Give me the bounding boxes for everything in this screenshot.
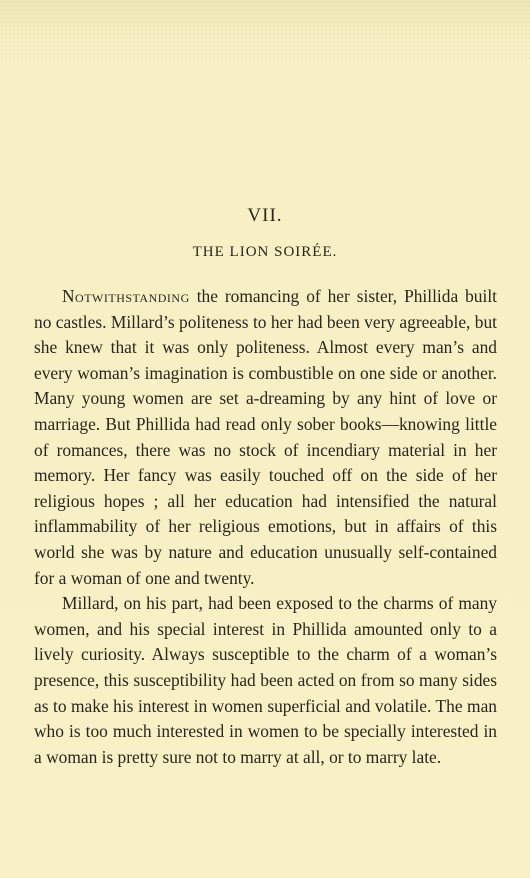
- paragraph-lead-word: Notwithstanding: [62, 286, 190, 306]
- chapter-title: THE LION SOIRÉE.: [192, 244, 338, 260]
- paragraph: [34, 591, 497, 770]
- page-texture: [0, 0, 530, 60]
- paragraph-text: the romancing of her sister, Phillida built no castles. Millard’s politeness to her had been very agreeable, but she knew that it was only politeness. Almost every man’s and every woman’s imagination is combustible on one side or another. Many young women are set a-dreaming by any hint of love or marriage. But Phillida had read only sober books—knowing little of romances, there was no stock of incendiary material in her memory. Her fancy was easily touched off on the side of her religious hopes ; all her education had intensified the natural inflammability of her religious emotions, but in affairs of this world she was by nature and education unusually self-contained for a woman of one and twenty.: [34, 286, 497, 588]
- chapter-body: [34, 284, 497, 770]
- chapter-number: VII.: [247, 205, 283, 226]
- paragraph: [34, 284, 497, 591]
- paragraph-text: Millard, on his part, had been exposed to the charms of many women, and his special interest in Phillida amounted only to a lively curiosity. Always susceptible to the charm of a woman’s presence, this susceptibility had been acted on from so many sides as to make his interest in women superficial and volatile. The man who is too much interested in women to be specially interested in a woman is pretty sure not to marry at all, or to marry late.: [34, 593, 497, 767]
